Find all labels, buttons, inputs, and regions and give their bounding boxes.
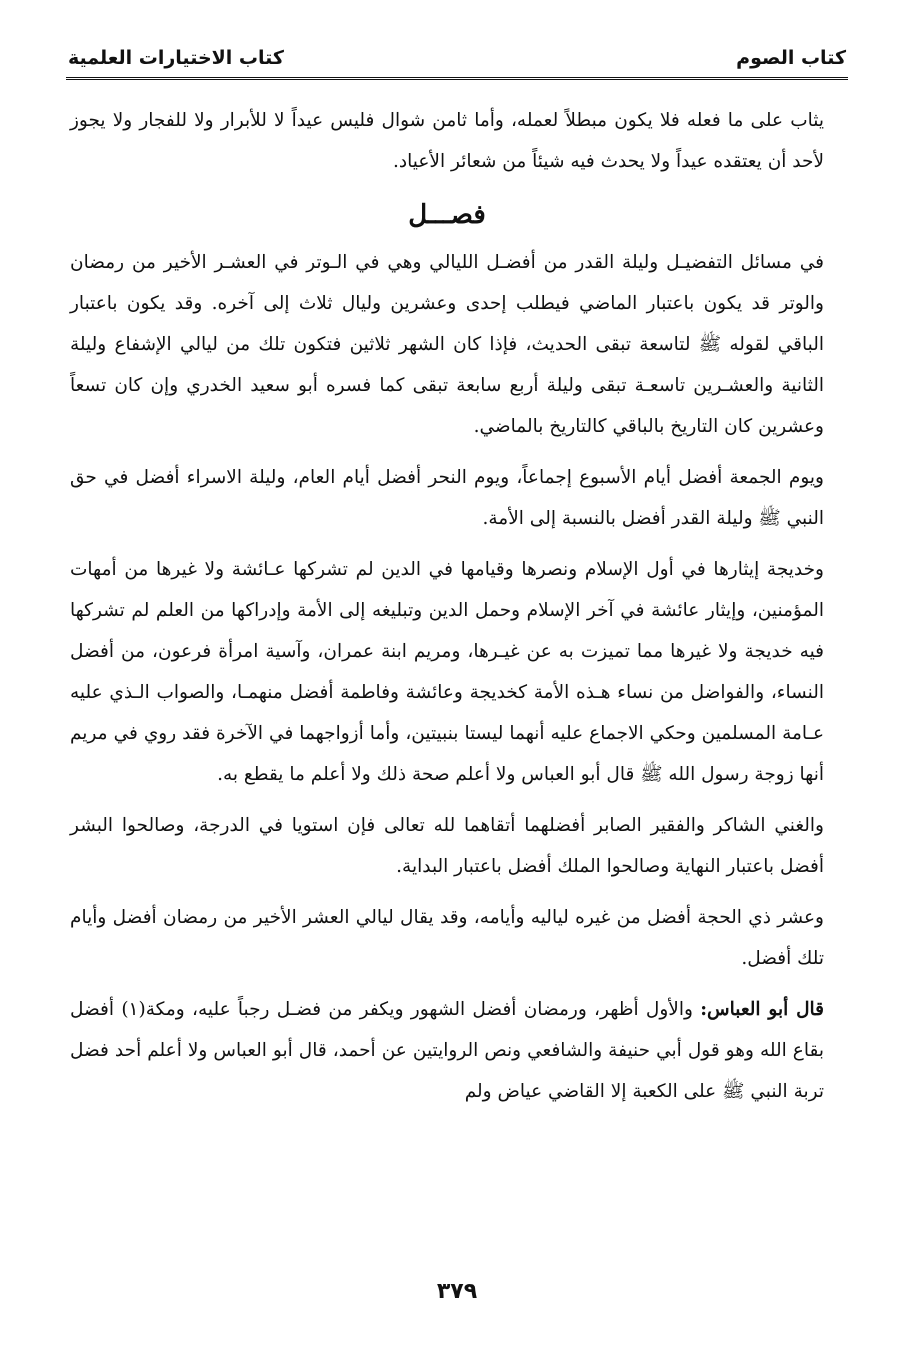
paragraph-friday: ويوم الجمعة أفضل أيام الأسبوع إجماعاً، ويوم النحر أفضل أيام العام، وليلة الاسراء أفضل في حق النبي ﷺ وليلة القدر أفضل بالنسبة إلى الأمة. bbox=[70, 467, 824, 529]
header-divider bbox=[66, 77, 848, 80]
page-number: ٣٧٩ bbox=[436, 1279, 478, 1304]
page-body bbox=[70, 100, 824, 1122]
chapter-title: كتاب الصوم bbox=[736, 47, 846, 69]
paragraph-dhul-hijja: وعشر ذي الحجة أفضل من غيره لياليه وأيامه، وقد يقال ليالي العشر الأخير من رمضان أفضل وأيام تلك أفضل. bbox=[70, 907, 824, 969]
paragraph-rest: والأول أظهر، ورمضان أفضل الشهور ويكفر من فضـل رجباً عليه، ومكة(١) أفضل بقاع الله وهو قول أبي حنيفة والشافعي ونص الروايتين عن أحمد، قال أبو العباس ولا أعلم أحد فضل تربة النبي ﷺ على الكعبة إلا القاضي عياض ولم bbox=[70, 999, 824, 1102]
paragraph-laylat-al-qadr: في مسائل التفضيـل وليلة القدر من أفضـل الليالي وهي في الـوتر في العشـر الأخير من رمضان والوتر قد يكون باعتبار الماضي فيطلب إحدى وعشرين وليال ثلاث إلى آخره. وقد يكون باعتبار الباقي لقوله ﷺ لتاسعة تبقى الحديث، فإذا كان الشهر ثلاثين فتكون تلك من ليالي الإشفاع وليلة الثانية والعشـرين تاسعـة تبقى وليلة أربع سابعة تبقى كما فسره أبو سعيد الخدري وإن كان تسعاً وعشرين كان التاريخ بالباقي كالتاريخ بالماضي. bbox=[70, 252, 824, 437]
paragraph-khadija: وخديجة إيثارها في أول الإسلام ونصرها وقيامها في الدين لم تشركها عـائشة ولا غيرها من أمهات المؤمنين، وإيثار عائشة في آخر الإسلام وحمل الدين وتبليغه إلى الأمة وإدراكها من العلم لم تشركها فيه خديجة ولا غيرها مما تميزت به عن غيـرها، ومريم ابنة عمران، وآسية امرأة فرعون، من أفضل النساء، والفواضل من نساء هـذه الأمة كخديجة وعائشة وفاطمة أفضل منهمـا، والصواب الـذي عليه عـامة المسلمين وحكي الاجماع عليه أنهما ليستا بنبيتين، وأما أزواجهما في الآخرة فقد روي في مريم أنها زوجة رسول الله ﷺ قال أبو العباس ولا أعلم صحة ذلك ولا أعلم ما يقطع به. bbox=[70, 559, 824, 785]
paragraph-rich-poor: والغني الشاكر والفقير الصابر أفضلهما أتقاهما لله تعالى فإن استويا في الدرجة، وصالحوا البشر أفضل باعتبار النهاية وصالحوا الملك أفضل باعتبار البداية. bbox=[70, 815, 824, 877]
section-heading: فصـــل bbox=[408, 200, 486, 230]
paragraph-continuation: يثاب على ما فعله فلا يكون مبطلاً لعمله، وأما ثامن شوال فليس عيداً لا للأبرار ولا للفجار ولا يجوز لأحد أن يعتقده عيداً ولا يحدث فيه شيئاً من شعائر الأعياد. bbox=[70, 110, 824, 172]
paragraph-abu-al-abbas bbox=[70, 989, 824, 1112]
paragraph-lead: قال أبو العباس: bbox=[700, 999, 824, 1020]
running-header bbox=[68, 38, 846, 72]
book-title: كتاب الاختيارات العلمية bbox=[68, 47, 284, 69]
